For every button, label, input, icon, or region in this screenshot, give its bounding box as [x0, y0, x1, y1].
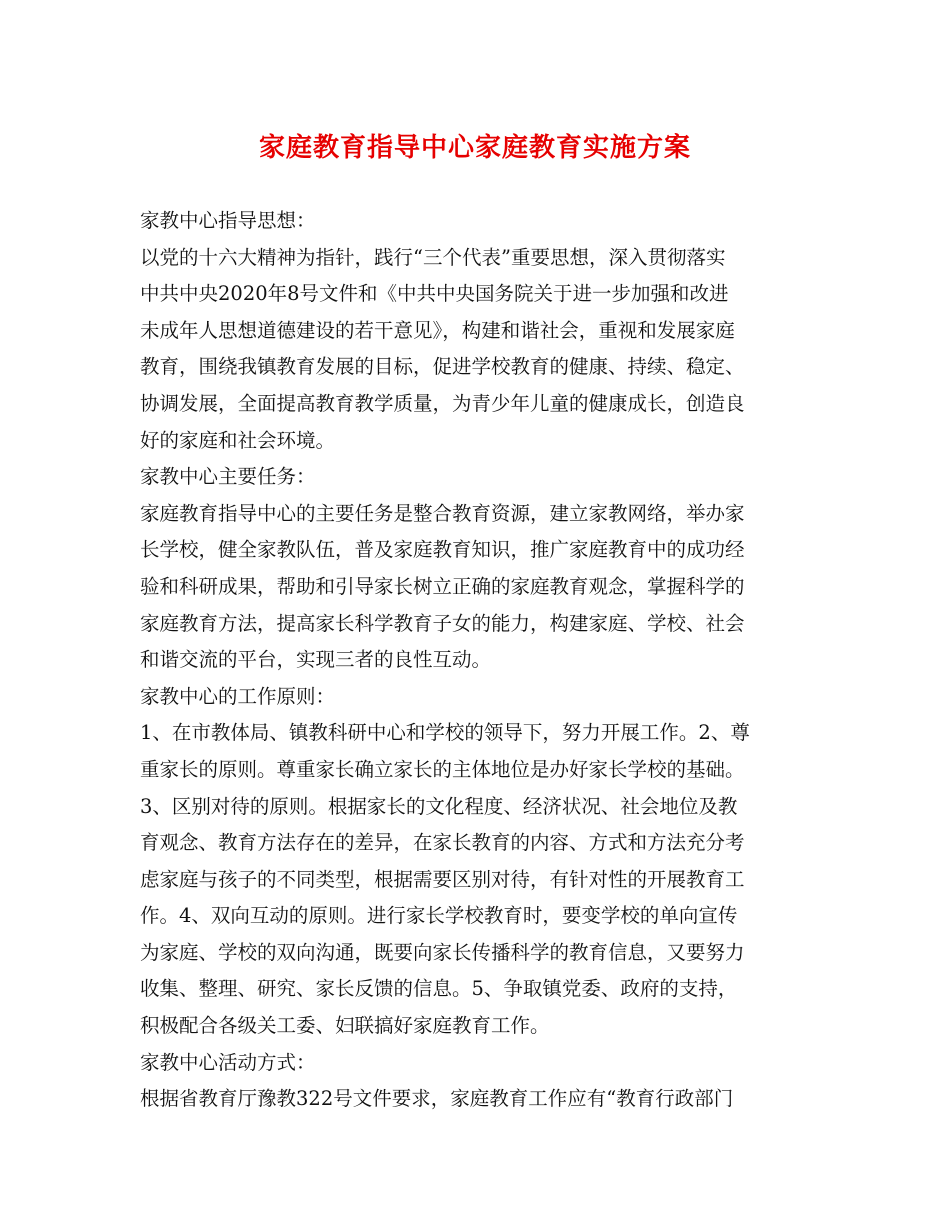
- text-line: 家教中心的工作原则：: [140, 684, 336, 708]
- text-line: 积极配合各级关工委、妇联搞好家庭教育工作。: [140, 1014, 550, 1038]
- text-line: 验和科研成果，帮助和引导家长树立正确的家庭教育观念，掌握科学的: [140, 574, 745, 598]
- text-line: 家庭教育指导中心的主要任务是整合教育资源，建立家教网络，举办家: [140, 501, 745, 525]
- text-line: 家教中心指导思想：: [140, 209, 316, 232]
- text-line: 1、在市教体局、镇教科研中心和学校的领导下，努力开展工作。2、尊: [140, 721, 750, 745]
- document-body: [140, 203, 830, 1118]
- text-line: 协调发展，全面提高教育教学质量，为青少年儿童的健康成长，创造良: [140, 391, 745, 415]
- text-line: 为家庭、学校的双向沟通，既要向家长传播科学的教育信息，又要努力: [140, 940, 745, 964]
- text-line: 家教中心主要任务：: [140, 465, 316, 489]
- text-line: 好的家庭和社会环境。: [140, 428, 336, 452]
- page-title: 家庭教育指导中心家庭教育实施方案: [258, 133, 691, 163]
- text-line: 中共中央2020年8号文件和《中共中央国务院关于进一步加强和改进: [140, 282, 729, 306]
- text-line: 作。4、双向互动的原则。进行家长学校教育时，要变学校的单向宣传: [140, 904, 738, 928]
- text-line: 育观念、教育方法存在的差异，在家长教育的内容、方式和方法充分考: [140, 831, 745, 855]
- text-line: 家教中心活动方式：: [140, 1050, 316, 1074]
- text-line: 收集、整理、研究、家长反馈的信息。5、争取镇党委、政府的支持，: [140, 977, 738, 1001]
- text-line: 教育，围绕我镇教育发展的目标，促进学校教育的健康、持续、稳定、: [140, 355, 745, 379]
- text-line: 长学校，健全家教队伍，普及家庭教育知识，推广家庭教育中的成功经: [140, 538, 745, 562]
- text-line: 根据省教育厅豫教322号文件要求，家庭教育工作应有“教育行政部门: [140, 1087, 734, 1111]
- text-line: 和谐交流的平台，实现三者的良性互动。: [140, 648, 492, 672]
- text-line: 以党的十六大精神为指针，践行“三个代表”重要思想，深入贯彻落实: [140, 245, 726, 269]
- text-line: 家庭教育方法，提高家长科学教育子女的能力，构建家庭、学校、社会: [140, 611, 745, 635]
- text-line: 虑家庭与孩子的不同类型，根据需要区别对待，有针对性的开展教育工: [140, 867, 745, 891]
- text-line: 重家长的原则。尊重家长确立家长的主体地位是办好家长学校的基础。: [140, 757, 745, 781]
- text-line: 3、区别对待的原则。根据家长的文化程度、经济状况、社会地位及教: [140, 794, 738, 818]
- text-line: 未成年人思想道德建设的若干意见》，构建和谐社会，重视和发展家庭: [140, 318, 735, 342]
